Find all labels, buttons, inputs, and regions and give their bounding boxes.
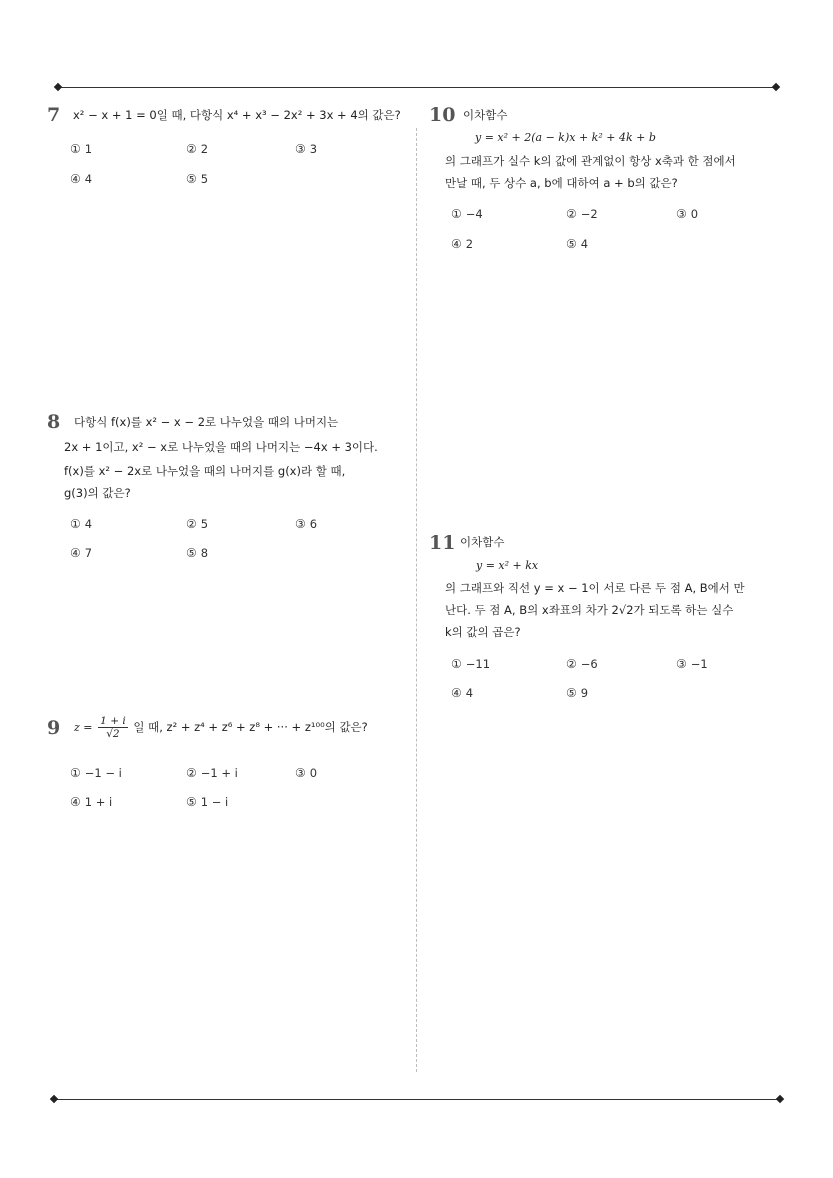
column-divider	[416, 128, 417, 1072]
question-stem-line-2: 2x + 1이고, x² − x로 나누었을 때의 나머지는 −4x + 3이다.	[64, 440, 378, 454]
question-formula: y = x² + 2(a − k)x + k² + 4k + b	[475, 131, 656, 144]
option-4[interactable]: ④ 4	[451, 686, 474, 700]
question-number: 10	[429, 104, 456, 126]
option-2[interactable]: ② −6	[566, 657, 598, 671]
question-title: 이차함수	[460, 535, 505, 549]
option-5[interactable]: ⑤ 5	[186, 172, 209, 186]
option-2[interactable]: ② −1 + i	[186, 766, 238, 780]
question-stem-line-1: 의 그래프가 실수 k의 값에 관계없이 항상 x축과 한 점에서	[445, 154, 736, 168]
option-2[interactable]: ② 5	[186, 517, 209, 531]
option-2[interactable]: ② −2	[566, 207, 598, 221]
option-4[interactable]: ④ 1 + i	[70, 795, 113, 809]
option-5[interactable]: ⑤ 9	[566, 686, 589, 700]
question-stem-line-2: 만날 때, 두 상수 a, b에 대하여 a + b의 값은?	[445, 176, 678, 190]
stem-tail: 일 때, z² + z⁴ + z⁶ + z⁸ + ··· + z¹⁰⁰의 값은?	[133, 720, 368, 734]
option-5[interactable]: ⑤ 8	[186, 546, 209, 560]
top-rule	[58, 87, 776, 88]
option-1[interactable]: ① −1 − i	[70, 766, 122, 780]
question-stem-line-3: f(x)를 x² − 2x로 나누었을 때의 나머지를 g(x)라 할 때,	[64, 464, 346, 478]
option-3[interactable]: ③ 3	[295, 142, 318, 156]
question-number: 9	[47, 717, 61, 739]
question-stem: x² − x + 1 = 0일 때, 다항식 x⁴ + x³ − 2x² + 3x + 4의 값은?	[73, 108, 401, 122]
question-stem-line-4: g(3)의 값은?	[64, 486, 131, 500]
question-stem-line-2: 난다. 두 점 A, B의 x좌표의 차가 2√2가 되도록 하는 실수	[445, 603, 734, 617]
option-4[interactable]: ④ 2	[451, 237, 474, 251]
option-3[interactable]: ③ 0	[676, 207, 699, 221]
question-number: 11	[429, 532, 456, 554]
question-stem-line-1: 의 그래프와 직선 y = x − 1이 서로 다른 두 점 A, B에서 만	[445, 581, 745, 595]
option-5[interactable]: ⑤ 1 − i	[186, 795, 229, 809]
option-4[interactable]: ④ 4	[70, 172, 93, 186]
option-3[interactable]: ③ 6	[295, 517, 318, 531]
option-2[interactable]: ② 2	[186, 142, 209, 156]
bottom-rule-left-diamond	[50, 1095, 58, 1103]
bottom-rule	[55, 1099, 779, 1100]
option-3[interactable]: ③ −1	[676, 657, 708, 671]
question-stem-line-3: k의 값의 곱은?	[445, 625, 521, 639]
option-1[interactable]: ① −4	[451, 207, 483, 221]
question-number: 8	[47, 411, 61, 433]
z-label: z =	[74, 721, 93, 734]
bottom-rule-right-diamond	[776, 1095, 784, 1103]
top-rule-left-diamond	[54, 83, 62, 91]
question-formula: y = x² + kx	[476, 559, 539, 572]
fraction: $\frac{1 + i}{√2}$	[100, 715, 126, 740]
question-number: 7	[47, 104, 61, 126]
option-4[interactable]: ④ 7	[70, 546, 93, 560]
top-rule-right-diamond	[772, 83, 780, 91]
option-1[interactable]: ① 4	[70, 517, 93, 531]
question-stem	[74, 712, 368, 743]
question-title: 이차함수	[463, 108, 508, 122]
option-1[interactable]: ① 1	[70, 142, 93, 156]
option-3[interactable]: ③ 0	[295, 766, 318, 780]
option-1[interactable]: ① −11	[451, 657, 491, 671]
option-5[interactable]: ⑤ 4	[566, 237, 589, 251]
question-stem-line-1: 다항식 f(x)를 x² − x − 2로 나누었을 때의 나머지는	[74, 415, 339, 429]
